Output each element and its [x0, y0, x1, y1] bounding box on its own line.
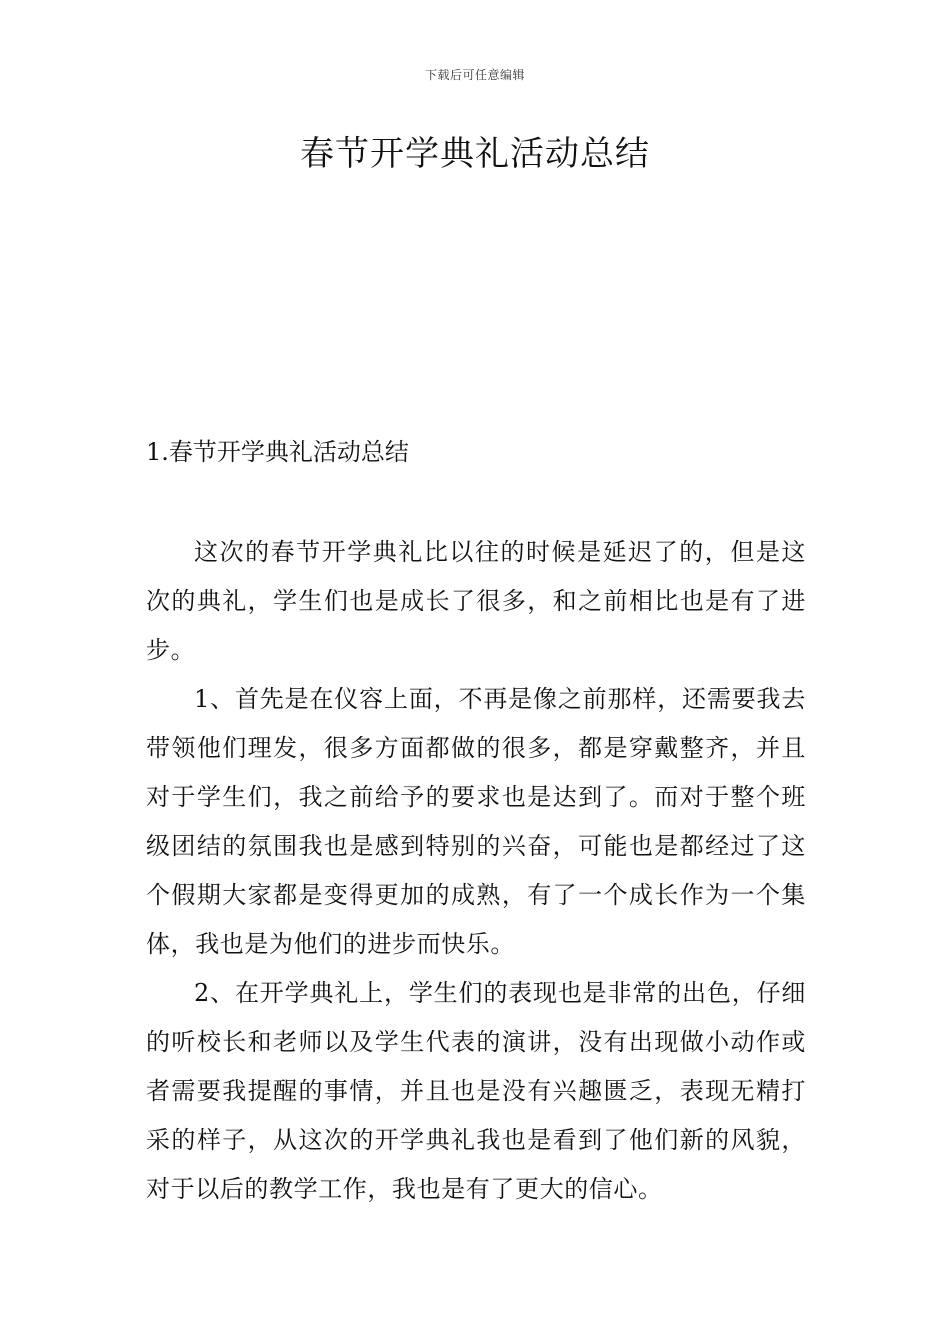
paragraph-point-1: 1、首先是在仪容上面，不再是像之前那样，还需要我去带领他们理发，很多方面都做的很多，都是穿戴整齐，并且对于学生们，我之前给予的要求也是达到了。而对于整个班级团结的氛围我也是感到特别的兴奋，可能也是都经过了这个假期大家都是变得更加的成熟，有了一个成长作为一个集体，我也是为他们的进步而快乐。: [146, 685, 806, 958]
section-heading: 1.春节开学典礼活动总结: [146, 438, 409, 466]
document-body: [146, 428, 806, 1214]
header-note: 下载后可任意编辑: [424, 68, 525, 82]
document-title: 春节开学典礼活动总结: [300, 134, 650, 174]
paragraph-point-2: 2、在开学典礼上，学生们的表现也是非常的出色，仔细的听校长和老师以及学生代表的演讲，没有出现做小动作或者需要我提醒的事情，并且也是没有兴趣匮乏，表现无精打采的样子，从这次的开学典礼我也是看到了他们新的风貌，对于以后的教学工作，我也是有了更大的信心。: [146, 979, 806, 1203]
paragraph-intro: 这次的春节开学典礼比以往的时候是延迟了的，但是这次的典礼，学生们也是成长了很多，和之前相比也是有了进步。: [146, 538, 806, 664]
